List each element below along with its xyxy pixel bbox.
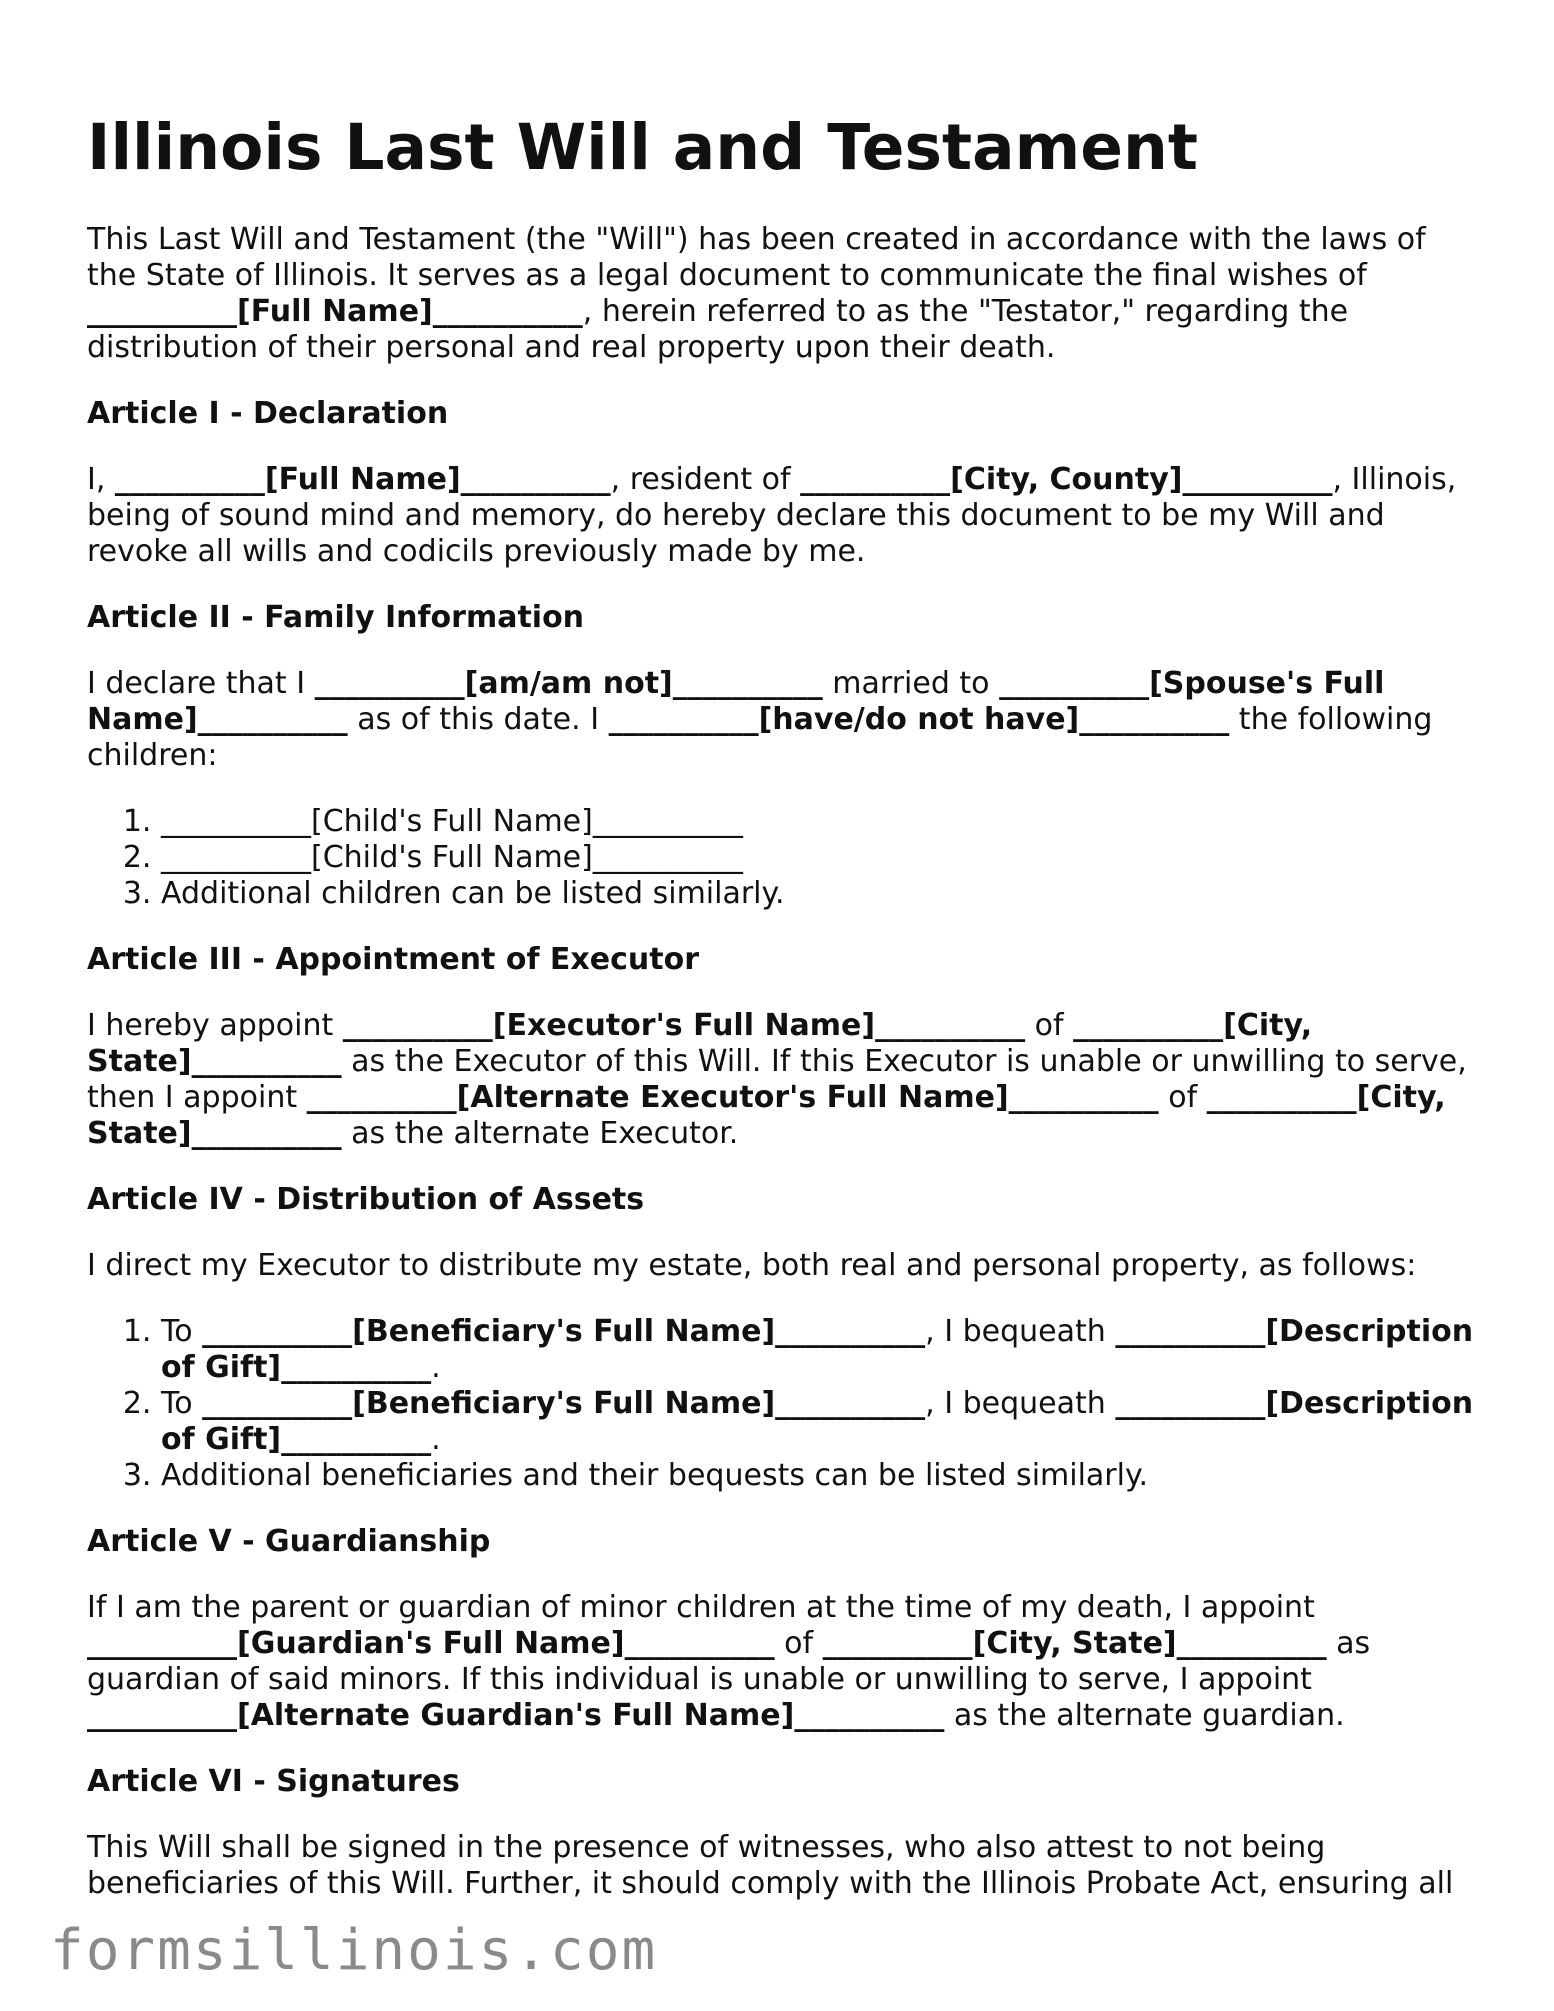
article-5-text-3: as guardian of said minors. If this individual is unable or unwilling to serve, I appoint — [87, 1626, 1371, 1697]
children-list — [87, 804, 1482, 912]
guardian-city-field: __________[City, State]__________ — [822, 1626, 1327, 1661]
list-item: 3. Additional beneficiaries and their bequests can be listed similarly. — [161, 1458, 1482, 1494]
article-1-paragraph — [87, 462, 1482, 570]
article-3-paragraph — [87, 1008, 1482, 1152]
spouse-name-field: __________[Spouse's Full Name]__________ — [87, 666, 1385, 737]
article-5-heading: Article V - Guardianship — [87, 1524, 491, 1559]
alternate-guardian-name-field: __________[Alternate Guardian's Full Name]__________ — [87, 1698, 945, 1733]
alternate-executor-name-field: __________[Alternate Executor's Full Name]__________ — [306, 1080, 1159, 1115]
bequest-end-text: . — [431, 1350, 441, 1385]
list-item — [161, 1386, 1482, 1458]
article-1-text-1: I, — [87, 462, 115, 497]
intro-text-2: , herein referred to as the "Testator," regarding the distribution of their personal and real property upon their death. — [87, 294, 1349, 365]
intro-text-1: This Last Will and Testament (the "Will") has been created in accordance with the laws of the State of Illinois. It serves as a legal document to communicate the final wishes of — [87, 222, 1426, 293]
list-item: 2. __________[Child's Full Name]__________ — [161, 840, 1482, 876]
executor-city-field: __________[City, State]__________ — [87, 1008, 1313, 1079]
article-1-heading: Article I - Declaration — [87, 396, 449, 431]
article-3-text-3: as the Executor of this Will. If this Executor is unable or unwilling to serve, then I appoint — [87, 1044, 1467, 1115]
testator-name-field: __________[Full Name]__________ — [87, 294, 583, 329]
document-body — [87, 222, 1482, 1902]
article-5-text-1: If I am the parent or guardian of minor children at the time of my death, I appoint — [87, 1590, 1315, 1625]
article-6-paragraph: This Will shall be signed in the presence of witnesses, who also attest to not being beneficiaries of this Will. Further, it should comply with the Illinois Probate Act, ensuring all — [87, 1830, 1454, 1901]
article-2-heading: Article II - Family Information — [87, 600, 585, 635]
article-2-text-4: the following children: — [87, 702, 1433, 773]
article-2-text-3: as of this date. I — [347, 702, 609, 737]
executor-name-field: __________[Executor's Full Name]__________ — [342, 1008, 1026, 1043]
city-county-field: __________[City, County]__________ — [800, 462, 1333, 497]
list-item: 3. Additional children can be listed similarly. — [161, 876, 1482, 912]
article-3-text-1: I hereby appoint — [87, 1008, 343, 1043]
article-2-paragraph — [87, 666, 1482, 774]
bequeath-text: , I bequeath — [925, 1314, 1116, 1349]
list-item: 1. __________[Child's Full Name]__________ — [161, 804, 1482, 840]
gift-description-field: __________[Description of Gift]__________ — [161, 1314, 1474, 1385]
article-3-text-2: of — [1025, 1008, 1074, 1043]
article-1-text-3: , Illinois, being of sound mind and memory, do hereby declare this document to be my Will and revoke all wills and codicils previously made by me. — [87, 462, 1457, 569]
article-6-heading: Article VI - Signatures — [87, 1764, 460, 1799]
alternate-executor-city-field: __________[City, State]__________ — [87, 1080, 1446, 1151]
declarant-name-field: __________[Full Name]__________ — [114, 462, 611, 497]
site-watermark: formsillinois.com — [50, 1918, 658, 1983]
bequest-end-text: . — [431, 1422, 441, 1457]
document-title: Illinois Last Will and Testament — [87, 111, 1198, 184]
bequest-to-text: To — [161, 1386, 203, 1421]
article-4-intro: I direct my Executor to distribute my estate, both real and personal property, as follows: — [87, 1248, 1417, 1283]
children-status-field: __________[have/do not have]__________ — [608, 702, 1230, 737]
article-2-text-1: I declare that I — [87, 666, 315, 701]
bequest-list — [87, 1314, 1482, 1494]
article-3-text-4: of — [1158, 1080, 1207, 1115]
bequeath-text: , I bequeath — [925, 1386, 1116, 1421]
bequest-to-text: To — [161, 1314, 203, 1349]
list-item — [161, 1314, 1482, 1386]
article-2-text-2: married to — [822, 666, 1000, 701]
article-3-text-5: as the alternate Executor. — [341, 1116, 739, 1151]
gift-description-field: __________[Description of Gift]__________ — [161, 1386, 1474, 1457]
article-5-text-2: of — [774, 1626, 823, 1661]
article-4-heading: Article IV - Distribution of Assets — [87, 1182, 645, 1217]
intro-paragraph — [87, 222, 1482, 366]
article-5-paragraph — [87, 1590, 1482, 1734]
article-5-text-4: as the alternate guardian. — [944, 1698, 1345, 1733]
article-1-text-2: , resident of — [610, 462, 801, 497]
guardian-name-field: __________[Guardian's Full Name]__________ — [87, 1626, 775, 1661]
beneficiary-name-field: __________[Beneficiary's Full Name]__________ — [202, 1386, 926, 1421]
article-3-heading: Article III - Appointment of Executor — [87, 942, 700, 977]
marital-status-field: __________[am/am not]__________ — [314, 666, 823, 701]
beneficiary-name-field: __________[Beneficiary's Full Name]__________ — [202, 1314, 926, 1349]
